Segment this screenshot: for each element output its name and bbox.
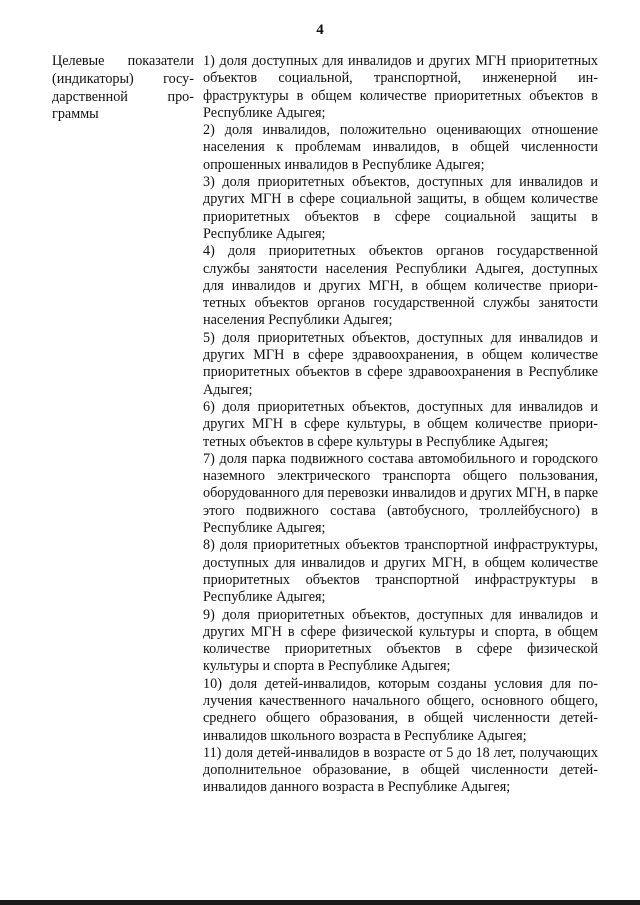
indicator-item-1: 1) доля доступных для инвалидов и других МГН приоритетных объектов социальной, транспортной, инженерной инфраструктуры в общем количестве приоритетных объектов в Республике Адыгея; [203, 53, 598, 121]
indicator-item-6: 6) доля приоритетных объектов, доступных для инвалидов и других МГН в сфере культуры, в общем количестве приоритетных объектов в сфере культуры в Республике Адыгея; [203, 398, 598, 450]
indicator-item-10: 10) доля детей-инвалидов, которым созданы условия для получения качественного начального общего, основного общего, среднего общего образования, в общей численности детей-инвалидов школьного возраста в Республике Адыгея; [203, 675, 598, 744]
indicator-item-9: 9) доля приоритетных объектов, доступных для инвалидов и других МГН в сфере физической культуры и спорта, в общем количестве приоритетных объектов в сфере физической культуры и спорта в Республике Адыгея; [203, 606, 598, 675]
indicator-item-2: 2) доля инвалидов, положительно оценивающих отношение населения к проблемам инвалидов, в общей численности опрошенных инвалидов в Республике Адыгея; [203, 122, 598, 173]
indicator-item-8: 8) доля приоритетных объектов транспортной инфраструктуры, доступных для инвалидов и других МГН, в общем количестве приоритетных объектов транспортной инфраструктуры в Республике Адыгея; [203, 537, 598, 606]
page-number: 4 [316, 22, 324, 38]
indicator-item-7: 7) доля парка подвижного состава автомобильного и городского наземного электрического транспорта общего пользования, оборудованного для перевозки инвалидов и других МГН, в парке этого подвижного состава (автобусного, троллейбусного) в Республике Адыгея; [203, 450, 598, 537]
indicator-item-5: 5) доля приоритетных объектов, доступных для инвалидов и других МГН в сфере здравоохранения, в общем количестве приоритетных объектов в сфере здравоохранения в Республике Адыгея; [203, 329, 598, 398]
indicator-item-3: 3) доля приоритетных объектов, доступных для инвалидов и других МГН в сфере социальной защиты, в общем количестве приоритетных объектов в сфере социальной защиты в Республике Адыгея; [203, 174, 598, 242]
indicators-list [203, 53, 598, 797]
scan-bottom-edge [0, 900, 640, 905]
indicator-item-4: 4) доля приоритетных объектов органов государственной службы занятости населения Республики Адыгея, доступных для инвалидов и других МГН, в общем количестве приоритетных объектов органов государственной службы занятости населения Республики Адыгея; [203, 243, 598, 329]
indicators-heading: Целевые показатели (индикаторы) государственной программы [52, 53, 194, 123]
indicator-item-11: 11) доля детей-инвалидов в возрасте от 5 до 18 лет, получающих дополнительное образование, в общей численности детей-инвалидов данного возраста в Республике Адыгея; [203, 744, 598, 796]
